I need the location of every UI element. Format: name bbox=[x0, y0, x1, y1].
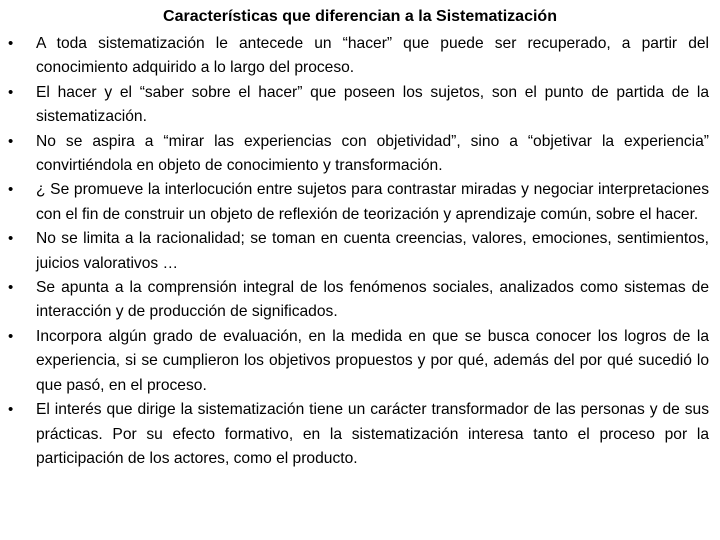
bullet-text: ¿ Se promueve la interlocución entre sujetos para contrastar miradas y negociar interpretaciones con el fin de construir un objeto de reflexión de teorización y aprendizaje común, sobre el hacer. bbox=[36, 181, 709, 223]
bullet-item bbox=[8, 130, 709, 179]
bullet-text: Se apunta a la comprensión integral de los fenómenos sociales, analizados como sistemas de interacción y de producción de significados. bbox=[36, 279, 709, 321]
bullet-icon: • bbox=[8, 83, 14, 101]
bullet-item bbox=[8, 81, 709, 130]
bullet-item bbox=[8, 178, 709, 227]
bullet-text: El interés que dirige la sistematización tiene un carácter transformador de las personas y de sus prácticas. Por su efecto formativo, en la sistematización interesa tanto el proceso por la participación de los actores, como el producto. bbox=[36, 401, 709, 467]
bullet-icon: • bbox=[8, 181, 14, 199]
bullet-text: El hacer y el “saber sobre el hacer” que poseen los sujetos, son el punto de partida de la sistematización. bbox=[36, 83, 709, 126]
bullet-icon: • bbox=[8, 401, 14, 419]
bullet-icon: • bbox=[8, 230, 14, 248]
bullet-text: No se aspira a “mirar las experiencias con objetividad”, sino a “objetivar la experiencia” convirtiéndola en objeto de conocimiento y transformación. bbox=[36, 132, 709, 175]
bullet-icon: • bbox=[8, 35, 14, 52]
bullet-item bbox=[8, 32, 709, 81]
bullet-text: No se limita a la racionalidad; se toman en cuenta creencias, valores, emociones, sentimientos, juicios valorativos … bbox=[36, 230, 709, 272]
bullet-item bbox=[8, 276, 709, 325]
bullet-icon: • bbox=[8, 279, 14, 297]
bullet-text: A toda sistematización le antecede un “hacer” que puede ser recuperado, a partir del conocimiento adquirido a lo largo del proceso. bbox=[36, 35, 709, 77]
slide-title: Características que diferencian a la Sistematización bbox=[163, 8, 557, 25]
bullet-item bbox=[8, 325, 709, 398]
bullet-icon: • bbox=[8, 132, 14, 150]
bullet-item bbox=[8, 227, 709, 276]
bullet-text: Incorpora algún grado de evaluación, en la medida en que se busca conocer los logros de la experiencia, si se cumplieron los objetivos propuestos y por qué, además del por qué sucedió lo que pasó, en el proceso. bbox=[36, 327, 709, 394]
bullet-icon: • bbox=[8, 327, 14, 345]
bullet-item bbox=[8, 398, 709, 471]
bullet-list bbox=[0, 32, 720, 471]
